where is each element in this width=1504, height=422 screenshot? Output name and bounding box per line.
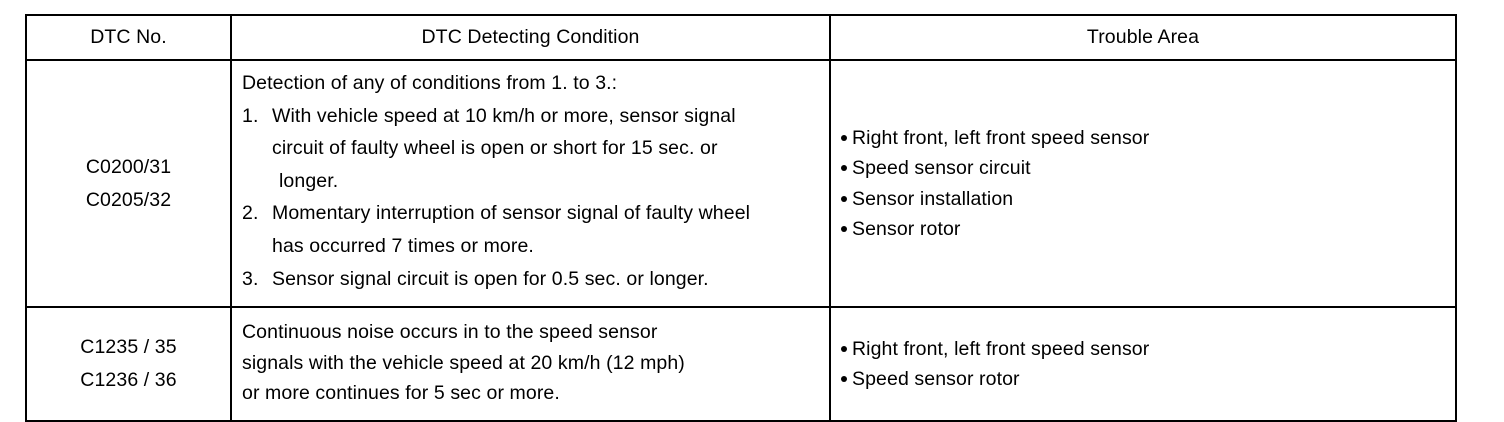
condition-item bbox=[242, 263, 829, 296]
trouble-area-text: Right front, left front speed sensor bbox=[852, 337, 1150, 360]
condition-number: 3. bbox=[242, 267, 259, 290]
trouble-area-text: Speed sensor circuit bbox=[852, 157, 1031, 179]
condition-line: Continuous noise occurs in to the speed sensor bbox=[242, 321, 658, 343]
header-detecting-condition: DTC Detecting Condition bbox=[231, 15, 830, 60]
condition-item bbox=[242, 100, 829, 198]
trouble-area-item bbox=[841, 214, 1455, 245]
condition-line: or more continues for 5 sec or more. bbox=[242, 382, 560, 404]
dtc-code: C0205/32 bbox=[85, 188, 172, 211]
condition-line: Sensor signal circuit is open for 0.5 sec. or longer. bbox=[272, 267, 709, 290]
dtc-code: C0200/31 bbox=[85, 155, 172, 178]
trouble-area-item bbox=[841, 153, 1455, 184]
dtc-codes-cell bbox=[26, 60, 231, 307]
condition-line: longer. bbox=[279, 169, 339, 192]
bullet-icon bbox=[841, 346, 847, 352]
condition-intro: Detection of any of conditions from 1. to 3.: bbox=[242, 72, 618, 94]
condition-line: circuit of faulty wheel is open or short for 15 sec. or bbox=[272, 137, 718, 160]
bullet-icon bbox=[841, 135, 847, 141]
trouble-area-item bbox=[841, 123, 1455, 154]
trouble-area-text: Sensor rotor bbox=[852, 218, 961, 240]
trouble-area-cell bbox=[830, 307, 1456, 421]
condition-text bbox=[272, 197, 829, 262]
detecting-condition-cell bbox=[231, 307, 830, 421]
bullet-icon bbox=[841, 376, 847, 382]
table-row bbox=[26, 60, 1456, 307]
condition-line: With vehicle speed at 10 km/h or more, sensor signal bbox=[272, 104, 736, 127]
trouble-area-text: Sensor installation bbox=[852, 187, 1014, 210]
dtc-code: C1236 / 36 bbox=[80, 369, 177, 391]
condition-number: 2. bbox=[242, 202, 259, 225]
trouble-area-item bbox=[841, 184, 1455, 215]
header-trouble-area: Trouble Area bbox=[830, 15, 1456, 60]
condition-text bbox=[272, 263, 829, 296]
condition-number: 1. bbox=[242, 104, 259, 127]
bullet-icon bbox=[841, 165, 847, 171]
table-header-row bbox=[26, 15, 1456, 60]
trouble-area-text: Speed sensor rotor bbox=[852, 368, 1020, 390]
trouble-area-text: Right front, left front speed sensor bbox=[852, 126, 1150, 149]
bullet-icon bbox=[841, 196, 847, 202]
trouble-area-item bbox=[841, 334, 1455, 365]
condition-text bbox=[272, 100, 829, 198]
dtc-code: C1235 / 35 bbox=[80, 336, 177, 358]
detecting-condition-cell bbox=[231, 60, 830, 307]
condition-line: has occurred 7 times or more. bbox=[272, 234, 534, 257]
trouble-area-item bbox=[841, 364, 1455, 395]
condition-item bbox=[242, 197, 829, 262]
table-row bbox=[26, 307, 1456, 421]
dtc-table bbox=[25, 14, 1457, 422]
bullet-icon bbox=[841, 226, 847, 232]
dtc-codes-cell bbox=[26, 307, 231, 421]
condition-line: Momentary interruption of sensor signal of faulty wheel bbox=[272, 202, 751, 225]
trouble-area-cell bbox=[830, 60, 1456, 307]
header-dtc-no: DTC No. bbox=[26, 15, 231, 60]
condition-line: signals with the vehicle speed at 20 km/h (12 mph) bbox=[242, 351, 685, 374]
